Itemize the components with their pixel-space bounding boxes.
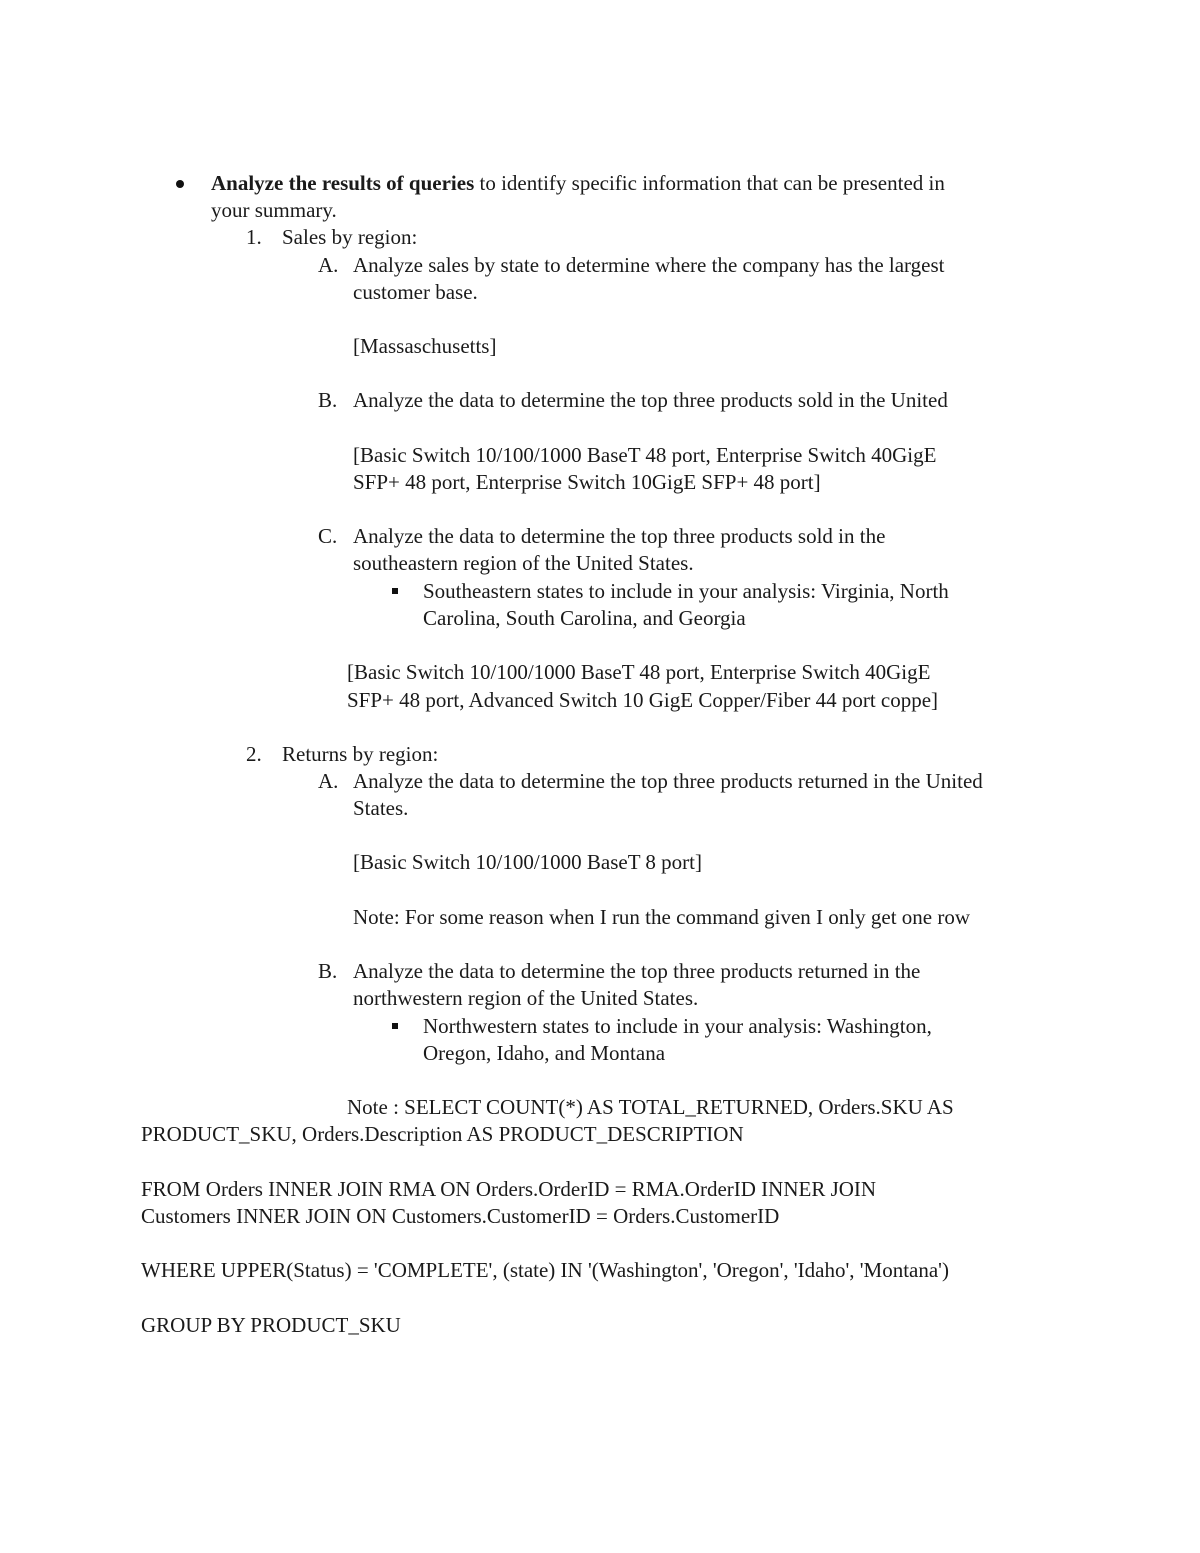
item1-a-letter: A. [318, 253, 339, 277]
item2-a-line-1: Analyze the data to determine the top three products returned in the United [353, 769, 983, 793]
item1-c-line-1: Analyze the data to determine the top three products sold in the [353, 524, 886, 548]
square-bullet-icon [392, 588, 398, 594]
item1-c-sub-1: Southeastern states to include in your analysis: Virginia, North [423, 579, 949, 603]
item2-b-sub-1: Northwestern states to include in your analysis: Washington, [423, 1014, 932, 1038]
sql-from-line-2: Customers INNER JOIN ON Customers.CustomerID = Orders.CustomerID [141, 1204, 780, 1228]
item2-b-line-1: Analyze the data to determine the top three products returned in the [353, 959, 921, 983]
bullet-icon [176, 180, 184, 188]
item1-c-sub-2: Carolina, South Carolina, and Georgia [423, 606, 746, 630]
sql-group-line: GROUP BY PRODUCT_SKU [141, 1313, 401, 1337]
item2-label: Returns by region: [282, 742, 439, 766]
item1-b-answer-1: [Basic Switch 10/100/1000 BaseT 48 port, Enterprise Switch 40GigE [353, 443, 937, 467]
item1-b-line-1: Analyze the data to determine the top three products sold in the United [353, 388, 948, 412]
main-bullet-bold: Analyze the results of queries [211, 171, 475, 195]
item2-a-line-2: States. [353, 796, 409, 820]
item2-b-sub-2: Oregon, Idaho, and Montana [423, 1041, 666, 1065]
item1-c-letter: C. [318, 524, 338, 548]
item1-b-letter: B. [318, 388, 338, 412]
sql-where-line: WHERE UPPER(Status) = 'COMPLETE', (state) IN '(Washington', 'Oregon', 'Idaho', 'Montana') [141, 1258, 949, 1282]
item2-a-letter: A. [318, 769, 339, 793]
item1-a-answer: [Massaschusetts] [353, 334, 497, 358]
item1-c-answer-2: SFP+ 48 port, Advanced Switch 10 GigE Copper/Fiber 44 port coppe] [347, 688, 939, 712]
item2-number: 2. [246, 742, 262, 766]
main-bullet-rest: to identify specific information that can be presented in [474, 171, 945, 195]
sql-select-line-2: PRODUCT_SKU, Orders.Description AS PRODUCT_DESCRIPTION [141, 1122, 744, 1146]
main-bullet-line-1 [211, 170, 945, 197]
item2-a-answer: [Basic Switch 10/100/1000 BaseT 8 port] [353, 850, 702, 874]
item1-b-answer-2: SFP+ 48 port, Enterprise Switch 10GigE SFP+ 48 port] [353, 470, 821, 494]
item2-b-letter: B. [318, 959, 338, 983]
item2-b-line-2: northwestern region of the United States. [353, 986, 699, 1010]
item1-label: Sales by region: [282, 225, 418, 249]
item1-number: 1. [246, 225, 262, 249]
main-bullet-line-2: your summary. [211, 198, 337, 222]
item1-c-answer-1: [Basic Switch 10/100/1000 BaseT 48 port, Enterprise Switch 40GigE [347, 660, 931, 684]
item2-a-note: Note: For some reason when I run the command given I only get one row [353, 905, 971, 929]
item1-c-line-2: southeastern region of the United States. [353, 551, 694, 575]
square-bullet-icon [392, 1023, 398, 1029]
item1-a-line-2: customer base. [353, 280, 478, 304]
sql-from-line-1: FROM Orders INNER JOIN RMA ON Orders.OrderID = RMA.OrderID INNER JOIN [141, 1177, 877, 1201]
item1-a-line-1: Analyze sales by state to determine where the company has the largest [353, 253, 945, 277]
sql-select-line-1: Note : SELECT COUNT(*) AS TOTAL_RETURNED, Orders.SKU AS [347, 1095, 954, 1119]
